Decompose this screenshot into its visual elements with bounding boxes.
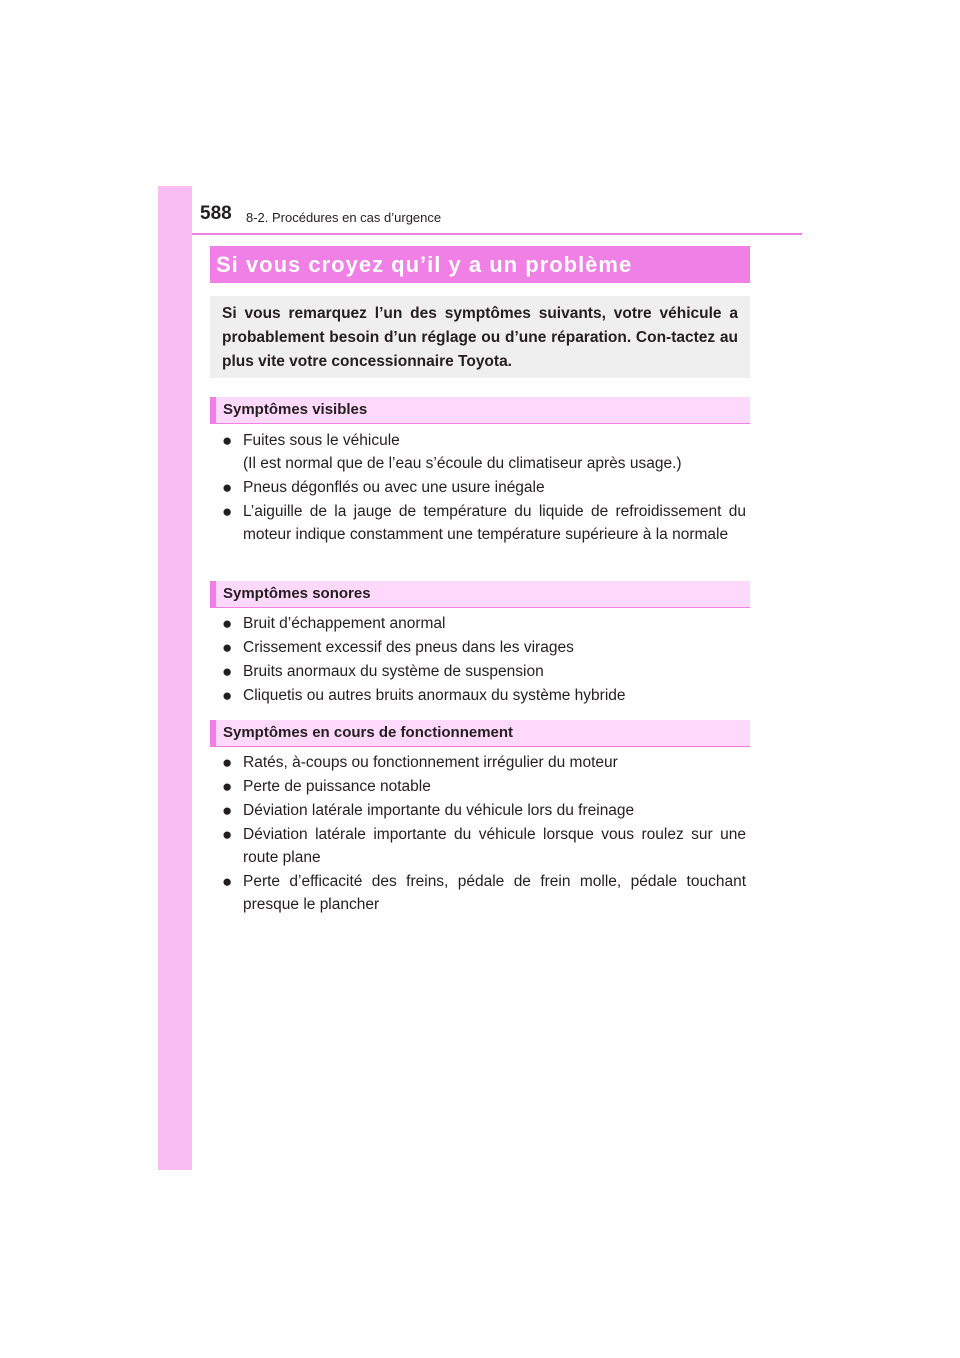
bullet-icon: ● — [222, 478, 233, 497]
subheading-label: Symptômes sonores — [223, 585, 371, 602]
bullet-icon: ● — [222, 662, 233, 681]
chapter-sidebar-tab — [158, 186, 192, 1170]
bullet-icon: ● — [222, 614, 233, 633]
page-title-bar — [210, 246, 750, 283]
intro-box — [210, 296, 750, 378]
header-divider — [192, 233, 802, 235]
subheading-sound-symptoms — [210, 581, 750, 608]
list-item-text: Bruits anormaux du système de suspension — [243, 663, 544, 680]
list-item — [222, 429, 746, 475]
bullet-icon: ● — [222, 777, 233, 796]
list-item — [222, 636, 746, 659]
bullet-icon: ● — [222, 686, 233, 705]
bullet-icon: ● — [222, 872, 233, 891]
list-item — [222, 660, 746, 683]
page-number: 588 — [200, 203, 232, 224]
page-title: Si vous croyez qu’il y a un problème — [216, 252, 633, 277]
list-item — [222, 612, 746, 635]
subheading-visible-symptoms — [210, 397, 750, 424]
operating-symptoms-list — [222, 751, 746, 917]
list-item — [222, 775, 746, 798]
subheading-label: Symptômes en cours de fonctionnement — [223, 724, 514, 741]
visible-symptoms-list — [222, 429, 746, 547]
list-item — [222, 751, 746, 774]
bullet-icon: ● — [222, 502, 233, 521]
list-item — [222, 823, 746, 869]
list-item-text: Pneus dégonflés ou avec une usure inégale — [243, 479, 545, 496]
sound-symptoms-list — [222, 612, 746, 708]
list-item-text: Déviation latérale importante du véhicule lorsque vous roulez sur une route plane — [243, 826, 746, 866]
bullet-icon: ● — [222, 753, 233, 772]
list-item-text: Ratés, à-coups ou fonctionnement irrégulier du moteur — [243, 754, 618, 771]
intro-text: Si vous remarquez l’un des symptômes suivants, votre véhicule a probablement besoin d’un réglage ou d’une réparation. Con-tactez au plus vite votre concessionnaire Toyota. — [222, 305, 738, 370]
list-item — [222, 684, 746, 707]
list-item — [222, 476, 746, 499]
list-item-text: Bruit d’échappement anormal — [243, 615, 446, 632]
bullet-icon: ● — [222, 431, 233, 450]
subheading-operating-symptoms — [210, 720, 750, 747]
list-item-note: (Il est normal que de l’eau s’écoule du climatiseur après usage.) — [243, 455, 682, 472]
list-item-text: Cliquetis ou autres bruits anormaux du système hybride — [243, 687, 626, 704]
bullet-icon: ● — [222, 638, 233, 657]
list-item-text: Perte de puissance notable — [243, 778, 431, 795]
list-item — [222, 500, 746, 546]
subheading-label: Symptômes visibles — [223, 401, 368, 418]
list-item-text: Crissement excessif des pneus dans les virages — [243, 639, 574, 656]
list-item-text: Déviation latérale importante du véhicule lors du freinage — [243, 802, 635, 819]
list-item-text: Perte d’efficacité des freins, pédale de frein molle, pédale touchant presque le plancher — [243, 873, 746, 913]
section-label: 8-2. Procédures en cas d’urgence — [246, 210, 442, 225]
list-item-text: L’aiguille de la jauge de température du liquide de refroidissement du moteur indique constamment une température supérieure à la normale — [243, 503, 746, 543]
bullet-icon: ● — [222, 801, 233, 820]
list-item — [222, 870, 746, 916]
bullet-icon: ● — [222, 825, 233, 844]
list-item-text: Fuites sous le véhicule — [243, 432, 400, 449]
list-item — [222, 799, 746, 822]
